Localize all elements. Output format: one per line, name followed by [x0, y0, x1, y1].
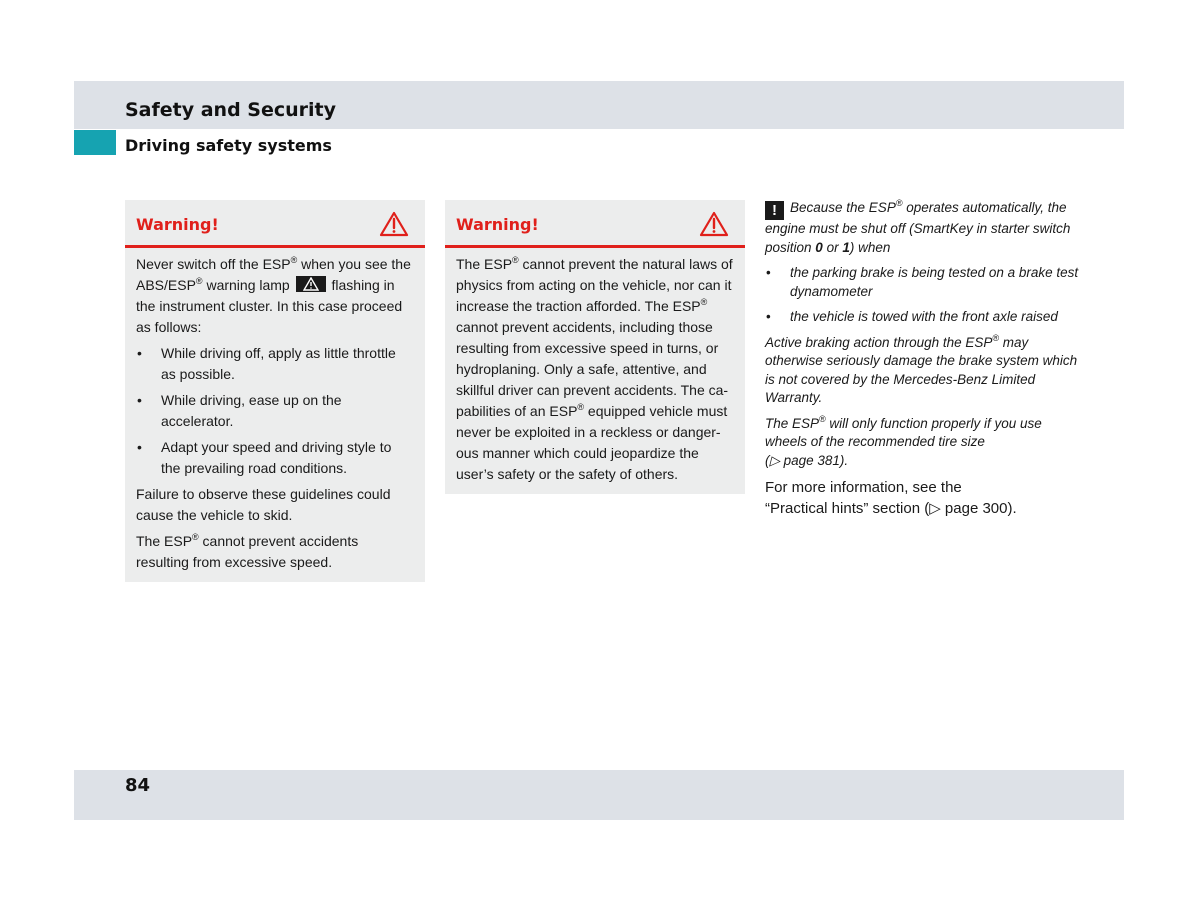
warning-title: Warning! — [456, 215, 539, 234]
warning-paragraph: The ESP® cannot prevent the natural laws of physics from acting on the vehicle, nor can it increase the traction afforded. The ESP® cannot prevent accidents, including those resulting from excessive speed in turns, or hydroplaning. Only a safe, attentive, and skillful driver can prevent accidents. The ca-pabilities of an ESP® equipped vehicle must never be exploited in a reckless or danger-ous manner which could jeopardize the user’s safety or the safety of others. — [456, 255, 733, 482]
warning-triangle-icon — [379, 211, 409, 237]
notice-paragraph: ! Because the ESP® operates automatically, the engine must be shut off (SmartKey in starter switch position 0 or 1) when — [765, 198, 1071, 255]
warning-paragraph: The ESP® cannot prevent accidents resulting from excessive speed. — [136, 532, 359, 570]
notice-list — [765, 264, 1085, 327]
list-item: • the parking brake is being tested on a brake test dynamometer — [765, 264, 1085, 301]
warning-header — [125, 200, 425, 248]
subsection-title: Driving safety systems — [125, 136, 332, 155]
warning-title: Warning! — [136, 215, 219, 234]
warning-paragraph: Never switch off the ESP® when you see the ABS/ESP® warning lamp flashing in the instrument cluster. In this case proceed as follows: — [136, 255, 411, 335]
page-reference: “Practical hints” section (▷ page 300). — [765, 500, 1017, 517]
list-item: • While driving off, apply as little throttle as possible. — [136, 343, 414, 385]
exclamation-icon: ! — [765, 201, 784, 220]
notice-column — [765, 199, 1085, 526]
section-marker — [74, 130, 116, 155]
warning-triangle-icon — [699, 211, 729, 237]
footer-band — [74, 770, 1124, 820]
warning-lamp-icon — [296, 276, 326, 292]
warning-box-physics — [445, 200, 745, 494]
warning-paragraph: Failure to observe these guidelines could cause the vehicle to skid. — [136, 486, 391, 523]
notice-paragraph: The ESP® will only function properly if you use wheels of the recommended tire size (▷ page 381). — [765, 413, 1042, 468]
notice-paragraph: Active braking action through the ESP® may otherwise seriously damage the brake system which is not covered by the Mercedes-Benz Limited Warranty. — [765, 332, 1078, 405]
list-item: • the vehicle is towed with the front axle raised — [765, 308, 1085, 327]
warning-box-skid — [125, 200, 425, 582]
warning-header — [445, 200, 745, 248]
page-number: 84 — [125, 775, 151, 796]
list-item: • While driving, ease up on the accelerator. — [136, 390, 414, 432]
section-title: Safety and Security — [125, 99, 337, 121]
page-reference: (▷ page 381). — [765, 452, 849, 468]
list-item: • Adapt your speed and driving style to the prevailing road conditions. — [136, 437, 414, 479]
warning-list — [136, 343, 414, 479]
info-paragraph: For more information, see the “Practical hints” section (▷ page 300). — [765, 479, 1017, 517]
